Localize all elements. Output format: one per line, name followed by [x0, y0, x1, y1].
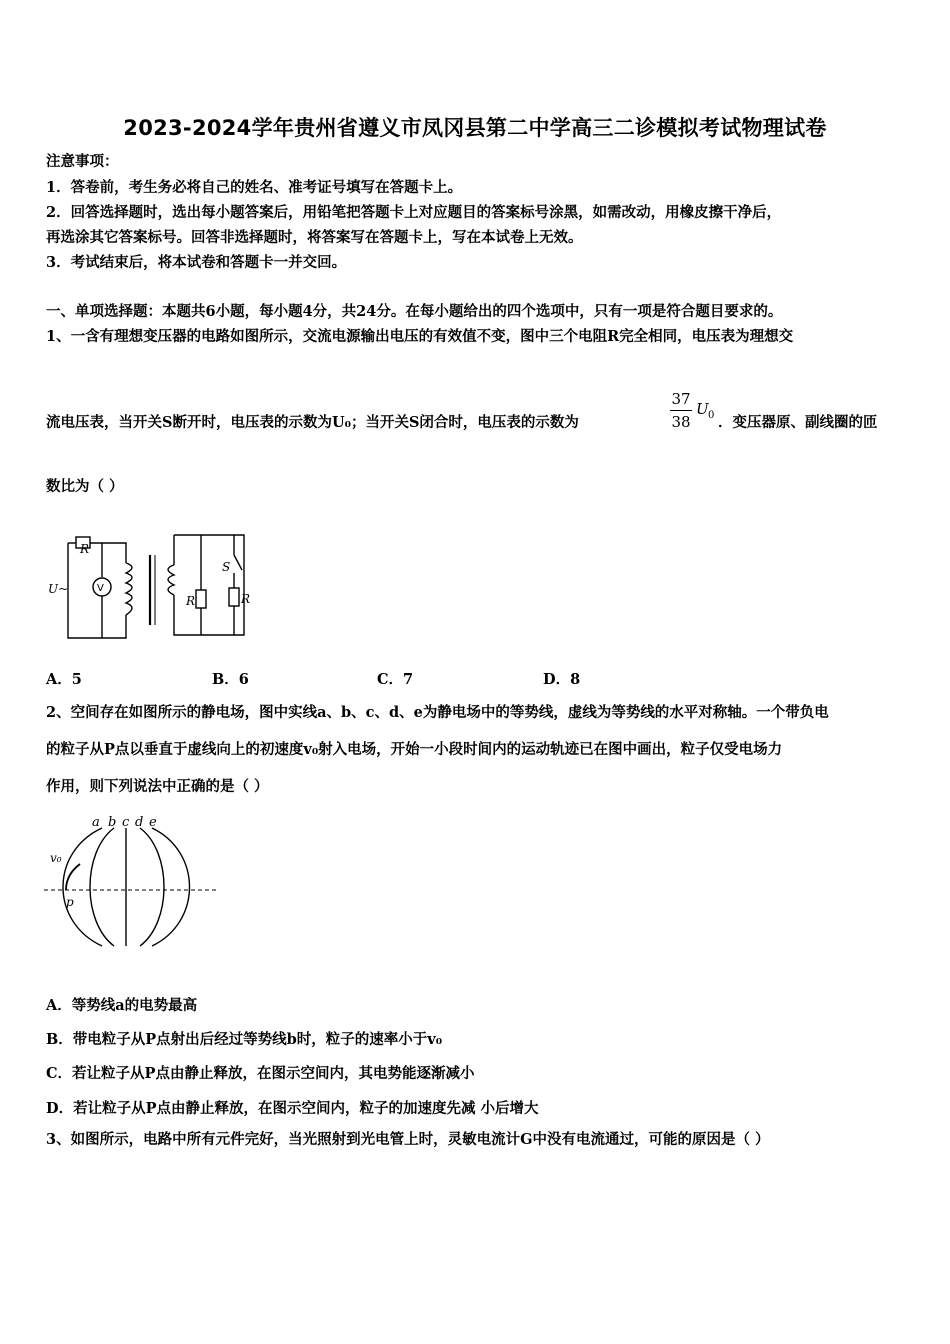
q2-option-b: B．带电粒子从P点射出后经过等势线b时，粒子的速率小于v₀	[46, 1031, 443, 1048]
notice-item-2-cont: 再选涂其它答案标号。回答非选择题时，将答案写在答题卡上，写在本试卷上无效。	[46, 229, 583, 246]
label-p: p	[66, 895, 74, 909]
q1-option-a: A．5	[46, 671, 82, 688]
fraction-subscript: 0	[708, 410, 715, 421]
label-r-right: R	[241, 592, 251, 606]
equipotential-figure	[40, 812, 220, 952]
label-c: c	[122, 815, 130, 830]
label-r-top: R	[80, 542, 90, 556]
page-title: 2023-2024学年贵州省遵义市凤冈县第二中学高三二诊模拟考试物理试卷	[123, 116, 827, 140]
q1-text-line2-end: ．变压器原、副线圈的匝	[718, 414, 878, 431]
q1-option-b: B．6	[212, 671, 249, 688]
notice-item-3: 3．考试结束后，将本试卷和答题卡一并交回。	[46, 254, 347, 271]
label-a: a	[92, 815, 100, 830]
label-r-left: R	[186, 594, 196, 608]
q2-option-c: C．若让粒子从P点由静止释放，在图示空间内，其电势能逐渐减小	[46, 1065, 475, 1082]
q2-option-d: D．若让粒子从P点由静止释放，在图示空间内，粒子的加速度先减 小后增大	[46, 1100, 539, 1117]
label-source: U~	[48, 582, 69, 596]
q1-text-line3: 数比为（ ）	[46, 478, 124, 495]
q1-option-c: C．7	[377, 671, 414, 688]
voltmeter-icon: V	[97, 583, 104, 594]
q2-option-a: A．等势线a的电势最高	[46, 997, 198, 1014]
label-b: b	[108, 815, 117, 830]
notice-item-2: 2．回答选择题时，选出每小题答案后，用铅笔把答题卡上对应题目的答案标号涂黑，如需改动，用橡皮擦干净后，	[46, 204, 782, 221]
q1-option-d: D．8	[543, 671, 581, 688]
q2-text-line2: 的粒子从P点以垂直于虚线向上的初速度v₀射入电场，开始一小段时间内的运动轨迹已在图中画出，粒子仅受电场力	[46, 741, 783, 758]
label-switch: S	[222, 560, 231, 574]
notice-heading: 注意事项：	[46, 153, 119, 170]
q2-text-line1: 2、空间存在如图所示的静电场，图中实线a、b、c、d、e为静电场中的等势线，虚线为等势线的水平对称轴。一个带负电	[46, 704, 829, 721]
fraction-variable: U	[696, 400, 709, 418]
fraction-denominator: 38	[671, 413, 691, 431]
notice-item-1: 1．答卷前，考生务必将自己的姓名、准考证号填写在答题卡上。	[46, 179, 463, 196]
label-d: d	[135, 815, 144, 830]
q3-text-line1: 3、如图所示，电路中所有元件完好，当光照射到光电管上时，灵敏电流计G中没有电流通过，可能的原因是（ ）	[46, 1131, 770, 1148]
transformer-circuit-figure	[46, 525, 256, 650]
fraction-numerator: 37	[671, 390, 691, 408]
q1-text-line1: 1、一含有理想变压器的电路如图所示，交流电源输出电压的有效值不变，图中三个电阻R完全相同，电压表为理想交	[46, 328, 794, 345]
section-heading: 一、单项选择题：本题共6小题，每小题4分，共24分。在每小题给出的四个选项中，只有一项是符合题目要求的。	[46, 303, 783, 320]
label-v0: v₀	[50, 851, 62, 865]
label-e: e	[149, 815, 157, 830]
q1-text-line2: 流电压表，当开关S断开时，电压表的示数为U₀；当开关S闭合时，电压表的示数为	[46, 414, 579, 431]
q2-text-line3: 作用，则下列说法中正确的是（ ）	[46, 778, 269, 795]
